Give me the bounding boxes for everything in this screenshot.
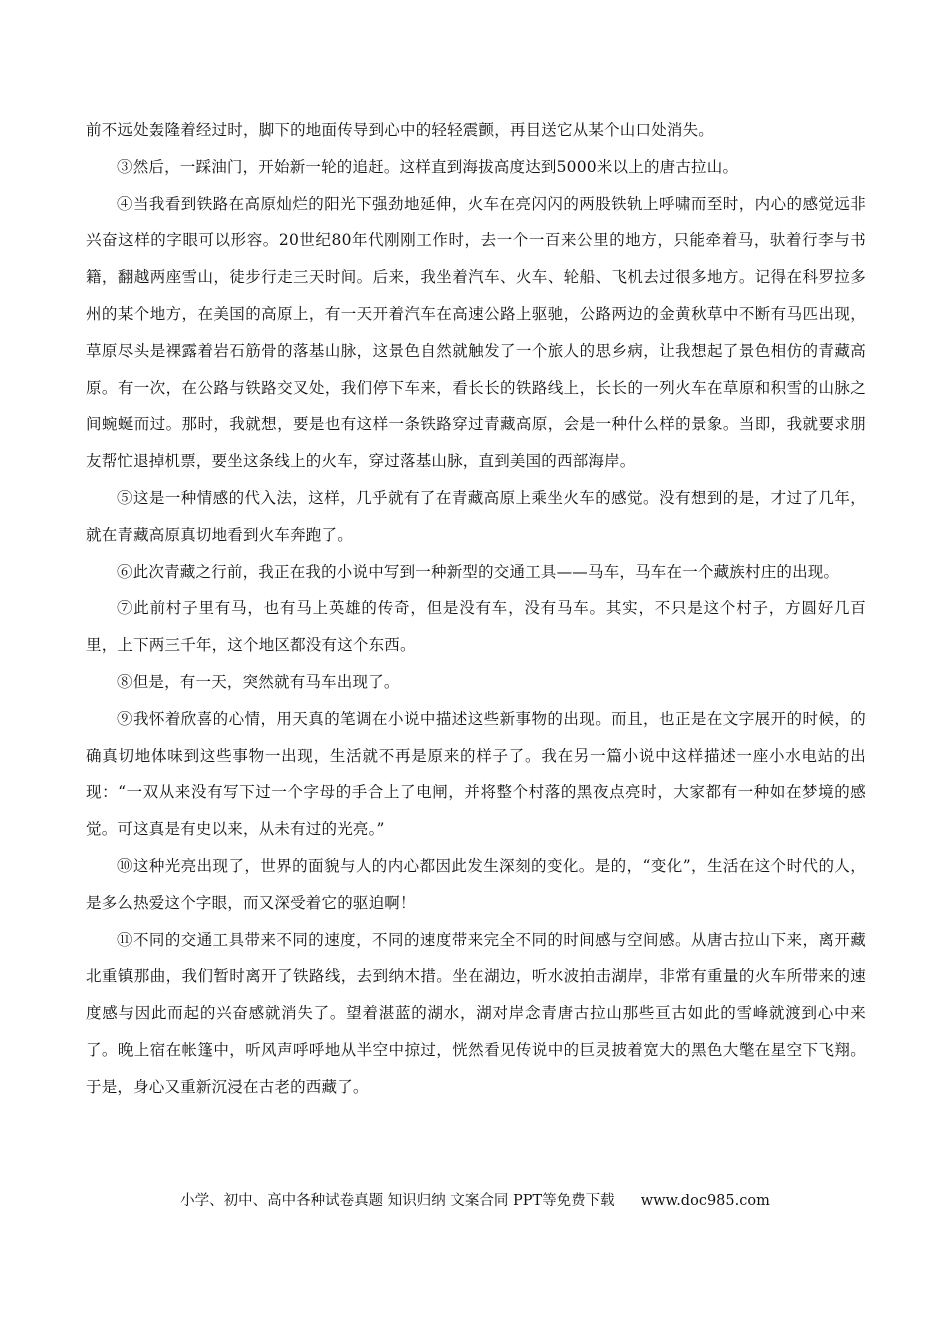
page-footer — [0, 1190, 950, 1212]
paragraph-6: ⑥此次青藏之行前，我正在我的小说中写到一种新型的交通工具——马车，马车在一个藏族村庄的出现。 — [117, 562, 840, 581]
paragraph-4: ④当我看到铁路在高原灿烂的阳光下强劲地延伸，火车在亮闪闪的两股铁轨上呼啸而至时，内心的感觉远非兴奋这样的字眼可以形容。20世纪80年代刚刚工作时，去一个一百来公里的地方，只能牵着马，驮着行李与书籍，翻越两座雪山，徒步行走三天时间。后来，我坐着汽车、火车、轮船、飞机去过很多地方。记得在科罗拉多州的某个地方，在美国的高原上，有一天开着汽车在高速公路上驱驰，公路两边的金黄秋草中不断有马匹出现，草原尽头是裸露着岩石筋骨的落基山脉，这景色自然就触发了一个旅人的思乡病，让我想起了景色相仿的青藏高原。有一次，在公路与铁路交叉处，我们停下车来，看长长的铁路线上，长长的一列火车在草原和积雪的山脉之间蜿蜒而过。那时，我就想，要是也有这样一条铁路穿过青藏高原，会是一种什么样的景象。当即，我就要求朋友帮忙退掉机票，要坐这条线上的火车，穿过落基山脉，直到美国的西部海岸。 — [86, 194, 866, 471]
paragraph-11: ⑪不同的交通工具带来不同的速度，不同的速度带来完全不同的时间感与空间感。从唐古拉山下来，离开藏北重镇那曲，我们暂时离开了铁路线，去到纳木措。坐在湖边，听水波拍击湖岸，非常有重量的火车所带来的速度感与因此而起的兴奋感就消失了。望着湛蓝的湖水，湖对岸念青唐古拉山那些亘古如此的雪峰就渡到心中来了。晚上宿在帐篷中，听风声呼呼地从半空中掠过，恍然看见传说中的巨灵披着宽大的黑色大氅在星空下飞翔。于是，身心又重新沉浸在古老的西藏了。 — [86, 930, 866, 1096]
paragraph-3: ③然后，一踩油门，开始新一轮的追赶。这样直到海拔高度达到5000米以上的唐古拉山。 — [117, 157, 739, 176]
paragraph-7: ⑦此前村子里有马，也有马上英雄的传奇，但是没有车，没有马车。其实，不只是这个村子，方圆好几百里，上下两三千年，这个地区都没有这个东西。 — [86, 599, 866, 655]
document-body — [86, 112, 866, 1106]
paragraph-9: ⑨我怀着欣喜的心情，用天真的笔调在小说中描述这些新事物的出现。而且，也正是在文字展开的时候，的确真切地体味到这些事物一出现，生活就不再是原来的样子了。我在另一篇小说中这样描述一座小水电站的出现：“一双从来没有写下过一个字母的手合上了电闸，并将整个村落的黑夜点亮时，大家都有一种如在梦境的感觉。可这真是有史以来，从未有过的光亮。” — [86, 709, 866, 839]
paragraph-continuation: 前不远处轰隆着经过时，脚下的地面传导到心中的轻轻震颤，再目送它从某个山口处消失。 — [86, 121, 715, 139]
footer-url[interactable]: www.doc985.com — [640, 1193, 770, 1209]
paragraph-5: ⑤这是一种情感的代入法，这样，几乎就有了在青藏高原上乘坐火车的感觉。没有想到的是，才过了几年，就在青藏高原真切地看到火车奔跑了。 — [86, 488, 866, 544]
paragraph-8: ⑧但是，有一天，突然就有马车出现了。 — [117, 672, 400, 691]
footer-text: 小学、初中、高中各种试卷真题 知识归纳 文案合同 PPT等免费下载 — [180, 1193, 615, 1209]
paragraph-10: ⑩这种光亮出现了，世界的面貌与人的内心都因此发生深刻的变化。是的，“变化”，生活在这个时代的人，是多么热爱这个字眼，而又深受着它的驱迫啊！ — [86, 856, 866, 912]
